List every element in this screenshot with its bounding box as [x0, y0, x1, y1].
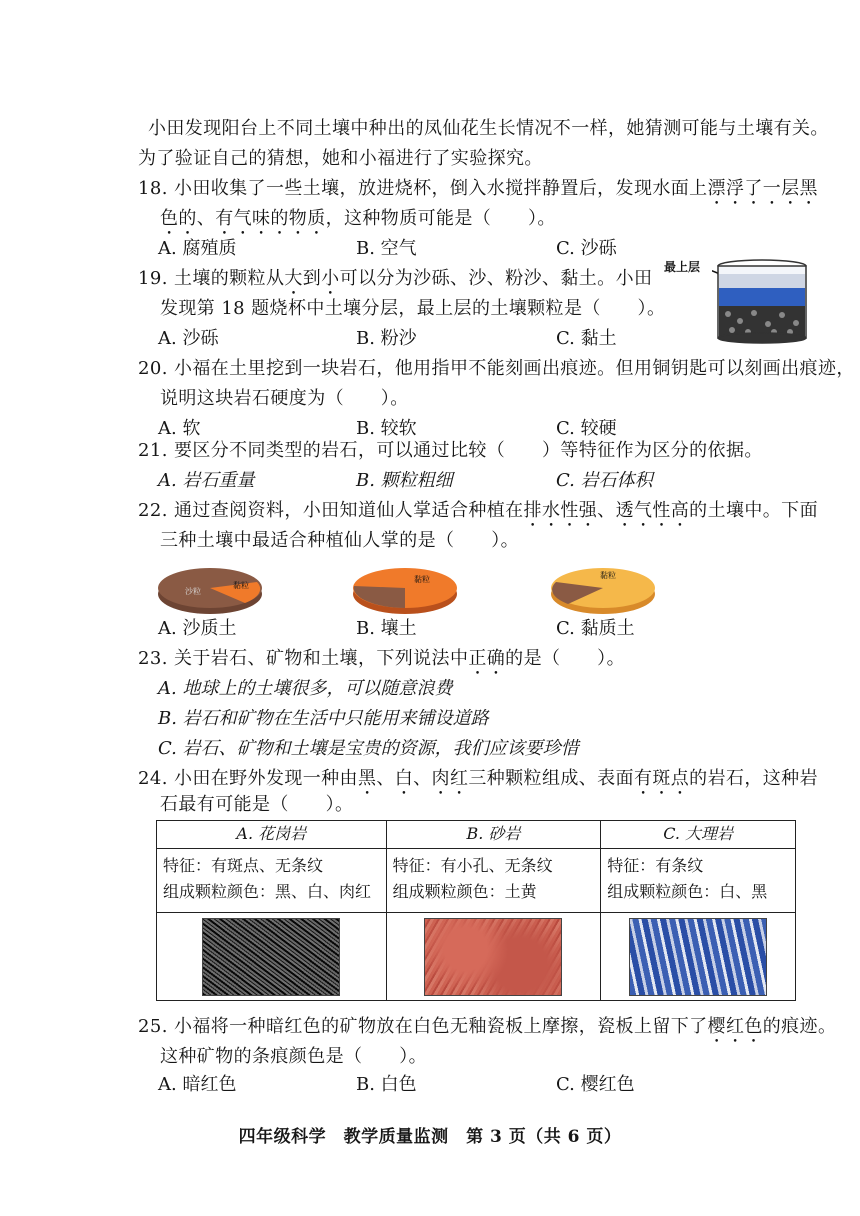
q19-option-a: A. 沙砾 [158, 328, 219, 349]
q24-emphasis-colors: 黑、白、肉红 [357, 768, 469, 789]
granite-image-cell [157, 913, 387, 1001]
q19-option-c: C. 黏土 [556, 328, 617, 349]
q23-option-a: A. 地球上的土壤很多，可以随意浪费 [158, 678, 453, 699]
q19-text-c: 到 [302, 268, 322, 289]
beaker-base [718, 333, 806, 343]
q24-text-a: 24. 小田在野外发现一种由 [138, 768, 358, 789]
pie-clay-soil [548, 560, 658, 620]
q18-text-2: ，这种物质可能是（ ）。 [325, 208, 556, 229]
beaker-water-layer [719, 274, 805, 288]
q18-option-a: A. 腐殖质 [158, 238, 237, 259]
pie-clay-label: 黏粒 [600, 571, 616, 580]
q22-option-b: B. 壤土 [356, 618, 417, 639]
q19-emphasis-big: 大 [284, 268, 303, 289]
q22-option-a: A. 沙质土 [158, 618, 237, 639]
table-header-sandstone: B. 砂岩 [386, 821, 601, 849]
q18-emphasis-2: 色的、有气味的物质 [160, 208, 326, 229]
q25-emphasis-cherry-red: 樱红色 [707, 1016, 763, 1037]
q22-line-2: 三种土壤中最适合种植仙人掌的是（ ）。 [160, 530, 519, 551]
q18-option-c: C. 沙砾 [556, 238, 617, 259]
q20-option-b: B. 较软 [356, 418, 417, 439]
page-footer: 四年级科学 教学质量监测 第 3 页（共 6 页） [238, 1127, 622, 1147]
beaker-top-layer-label: 最上层 [664, 260, 701, 274]
q21-option-a: A. 岩石重量 [158, 470, 255, 491]
q25-option-b: B. 白色 [356, 1074, 417, 1095]
intro-line-2: 为了验证自己的猜想，她和小福进行了实验探究。 [138, 148, 543, 169]
q19-emphasis-small: 小 [321, 268, 340, 289]
granite-feature: 特征：有斑点、无条纹 [163, 856, 324, 875]
pie-clay-label: 黏粒 [233, 581, 249, 590]
q22-text-c: 、 [597, 500, 616, 521]
marble-description [601, 849, 796, 913]
q22-emphasis-air: 透气性高 [615, 500, 690, 521]
q24-line-2: 石最有可能是（ ）。 [160, 794, 354, 815]
q19-option-b: B. 粉沙 [356, 328, 417, 349]
q22-text-a: 22. 通过查阅资料，小田知道仙人掌适合种植在 [138, 500, 524, 521]
q23-text-c: 的是（ ）。 [505, 648, 625, 669]
table-header-granite: A. 花岗岩 [157, 821, 387, 849]
q24-emphasis-spots: 有斑点 [633, 768, 690, 789]
table-image-row [157, 913, 796, 1001]
intro-line-1: 小田发现阳台上不同土壤中种出的凤仙花生长情况不一样，她猜测可能与土壤有关。 [148, 118, 829, 139]
q25-line-2: 这种矿物的条痕颜色是（ ）。 [160, 1046, 427, 1067]
sandstone-image [424, 918, 562, 996]
pie-sandy-soil [155, 560, 265, 620]
q19-line-2: 发现第 18 题烧杯中土壤分层，最上层的土壤颗粒是（ ）。 [160, 298, 666, 319]
q23-emphasis-correct: 正确 [468, 648, 506, 669]
q19-text-a: 19. 土壤的颗粒从 [138, 268, 285, 289]
q18-option-b: B. 空气 [356, 238, 417, 259]
sandstone-color: 组成颗粒颜色：土黄 [392, 882, 537, 901]
pie-sand-label: 沙粒 [185, 587, 201, 596]
marble-image [629, 918, 767, 996]
marble-feature: 特征：有条纹 [607, 856, 704, 875]
q23-text-a: 23. 关于岩石、矿物和土壤，下列说法中 [138, 648, 469, 669]
marble-image-cell [601, 913, 796, 1001]
sandstone-description [386, 849, 601, 913]
beaker-figure [712, 258, 812, 344]
table-row [157, 849, 796, 913]
q25-option-a: A. 暗红色 [158, 1074, 237, 1095]
sandstone-feature: 特征：有小孔、无条纹 [392, 856, 553, 875]
q18-text: 18. 小田收集了一些土壤，放进烧杯，倒入水搅拌静置后，发现水面上 [138, 178, 708, 199]
q21-line-1: 21. 要区分不同类型的岩石，可以通过比较（ ）等特征作为区分的依据。 [138, 440, 763, 461]
granite-color: 组成颗粒颜色：黑、白、肉红 [163, 882, 372, 901]
q22-option-c: C. 黏质土 [556, 618, 635, 639]
table-header-marble: C. 大理岩 [601, 821, 796, 849]
q19-text-e: 可以分为沙砾、沙、粉沙、黏土。小田 [339, 268, 653, 289]
granite-description [157, 849, 387, 913]
q20-option-a: A. 软 [158, 418, 201, 439]
q20-line-2: 说明这块岩石硬度为（ ）。 [160, 388, 409, 409]
q24-text-e: 的岩石，这种岩 [689, 768, 818, 789]
marble-color: 组成颗粒颜色：白、黑 [607, 882, 768, 901]
q23-option-c: C. 岩石、矿物和土壤是宝贵的资源，我们应该要珍惜 [158, 738, 579, 759]
q22-text-e: 的土壤中。下面 [689, 500, 818, 521]
q23-option-b: B. 岩石和矿物在生活中只能用来铺设道路 [158, 708, 489, 729]
pie-loam-soil [350, 560, 460, 620]
granite-image [202, 918, 340, 996]
q20-line-1: 20. 小福在土里挖到一块岩石，他用指甲不能刻画出痕迹。但用铜钥匙可以刻画出痕迹， [138, 358, 855, 379]
q25-option-c: C. 樱红色 [556, 1074, 635, 1095]
q21-option-b: B. 颗粒粗细 [356, 470, 453, 491]
q24-text-c: 三种颗粒组成、表面 [468, 768, 634, 789]
rock-comparison-table [156, 820, 796, 1001]
q21-option-c: C. 岩石体积 [556, 470, 653, 491]
q18-emphasis-1: 漂浮了一层黑 [707, 178, 818, 199]
table-header-row [157, 821, 796, 849]
q25-text-a: 25. 小福将一种暗红色的矿物放在白色无釉瓷板上摩擦，瓷板上留下了 [138, 1016, 708, 1037]
beaker-clay-layer [719, 288, 805, 306]
pie-clay-label: 黏粒 [414, 575, 430, 584]
q25-text-c: 的痕迹。 [762, 1016, 837, 1037]
sandstone-image-cell [386, 913, 601, 1001]
q20-option-c: C. 较硬 [556, 418, 617, 439]
q22-emphasis-drainage: 排水性强 [523, 500, 598, 521]
